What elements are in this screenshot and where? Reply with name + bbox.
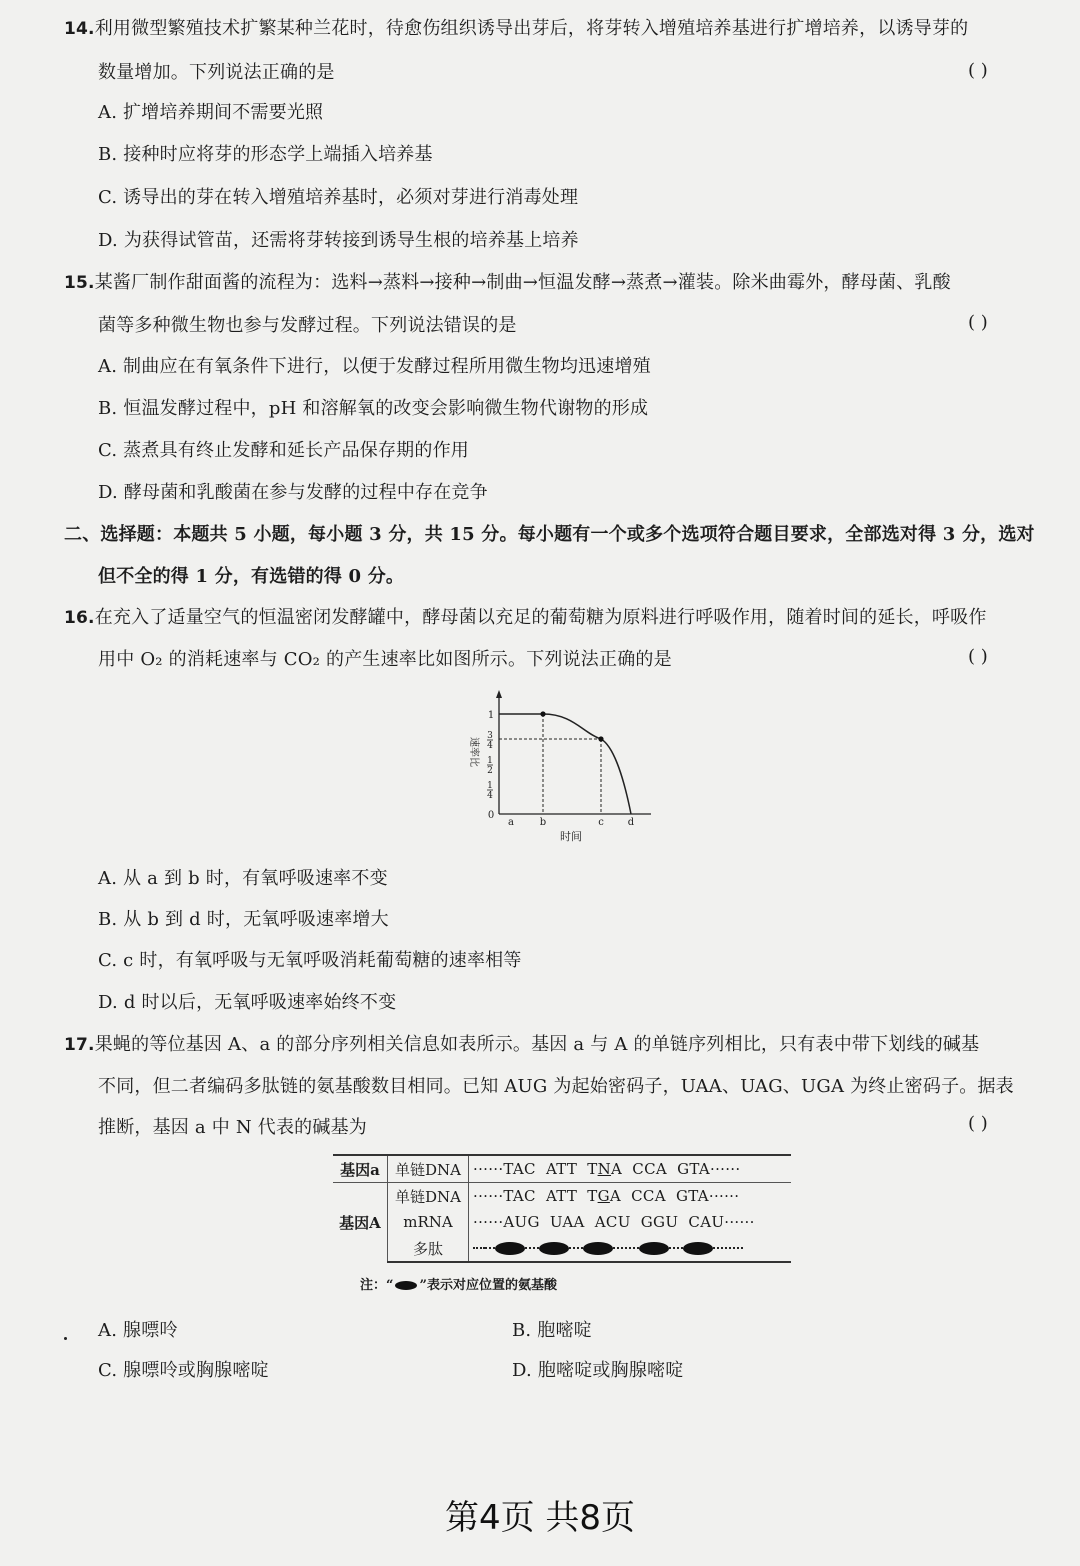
q17-stem-line1: 17.果蝇的等位基因 A、a 的部分序列相关信息如表所示。基因 a 与 A 的单链序列相比，只有表中带下划线的碱基 (64, 1034, 980, 1055)
q14-option-d[interactable]: D. 为获得试管苗，还需将芽转接到诱导生根的培养基上培养 (98, 230, 579, 251)
peptide-link (473, 1247, 485, 1249)
mrna-label: mRNA (388, 1209, 469, 1235)
peptide-link (569, 1247, 583, 1249)
y-axis-label: 速率比 (468, 737, 479, 767)
q16-answer-paren[interactable]: ( ) (968, 646, 988, 667)
y-tick-label: 2 (487, 766, 493, 776)
rate-ratio-chart-svg (468, 680, 665, 843)
table-row (333, 1235, 791, 1262)
gene-a-dna-sequence: ······TAC ATT TNA CCA GTA······ (469, 1155, 792, 1183)
amino-acid-bead-icon (395, 1281, 417, 1290)
section2-heading-line1: 二、选择题：本题共 5 小题，每小题 3 分，共 15 分。每小题有一个或多个选项符合题目要求，全部选对得 3 分，选对 (64, 524, 1035, 545)
gene-a-label: 基因a (333, 1155, 388, 1183)
q14-number: 14. (64, 19, 95, 39)
q17-stem-line3: 推断，基因 a 中 N 代表的碱基为 (98, 1117, 367, 1138)
q16-stem-line1: 16.在充入了适量空气的恒温密闭发酵罐中，酵母菌以充足的葡萄糖为原料进行呼吸作用，随着时间的延长，呼吸作 (64, 607, 987, 628)
x-tick-label: c (598, 817, 604, 828)
peptide-link (669, 1247, 683, 1249)
q14-option-a[interactable]: A. 扩增培养期间不需要光照 (98, 102, 324, 123)
table-row (333, 1209, 791, 1235)
gene-A-dna-sequence: ······TAC ATT TGA CCA GTA······ (469, 1183, 792, 1210)
peptide-label: 多肽 (388, 1235, 469, 1262)
q17-number: 17. (64, 1035, 95, 1055)
q15-answer-paren[interactable]: ( ) (968, 312, 988, 333)
q14-stem-line2: 数量增加。下列说法正确的是 (98, 62, 335, 83)
q14-option-b[interactable]: B. 接种时应将芽的形态学上端插入培养基 (98, 144, 433, 165)
amino-acid-bead (583, 1242, 613, 1255)
table-note: 注：“ ”表示对应位置的氨基酸 (360, 1278, 557, 1293)
q16-option-d[interactable]: D. d 时以后，无氧呼吸速率始终不变 (98, 992, 397, 1013)
q16-option-c[interactable]: C. c 时，有氧呼吸与无氧呼吸消耗葡萄糖的速率相等 (98, 950, 522, 971)
y-tick-label: 1 (487, 756, 493, 766)
amino-acid-bead (683, 1242, 713, 1255)
q16-option-a[interactable]: A. 从 a 到 b 时，有氧呼吸速率不变 (98, 868, 388, 889)
y-tick-label: 1 (487, 710, 495, 721)
q15-stem-line2: 菌等多种微生物也参与发酵过程。下列说法错误的是 (98, 315, 517, 336)
peptide-beads (473, 1242, 787, 1255)
amino-acid-bead (539, 1242, 569, 1255)
q16-number: 16. (64, 608, 95, 628)
q16-option-b[interactable]: B. 从 b 到 d 时，无氧呼吸速率增大 (98, 909, 389, 930)
q14-stem-line1: 14.利用微型繁殖技术扩繁某种兰花时，待愈伤组织诱导出芽后，将芽转入增殖培养基进行扩增培养，以诱导芽的 (64, 18, 969, 39)
dna-label: 单链DNA (388, 1183, 469, 1210)
table-row (333, 1155, 791, 1183)
ratio-curve (511, 714, 631, 814)
gene-A-mrna-sequence: ······AUG UAA ACU GGU CAU······ (473, 1213, 755, 1231)
y-tick-label: 4 (487, 791, 493, 801)
q15-option-a[interactable]: A. 制曲应在有氧条件下进行，以便于发酵过程所用微生物均迅速增殖 (98, 356, 651, 377)
page-footer: 第4页 共8页 (444, 1498, 636, 1538)
q14-answer-paren[interactable]: ( ) (968, 60, 988, 81)
x-axis-label: 时间 (560, 830, 582, 843)
section2-heading-line2: 但不全的得 1 分，有选错的得 0 分。 (98, 566, 405, 587)
q16-stem-line2: 用中 O₂ 的消耗速率与 CO₂ 的产生速率比如图所示。下列说法正确的是 (98, 649, 672, 670)
table-row (333, 1183, 791, 1210)
data-point (598, 736, 603, 741)
peptide-link (485, 1247, 495, 1249)
peptide-link (613, 1247, 639, 1249)
x-tick-label: a (508, 817, 514, 828)
peptide-link (713, 1247, 743, 1249)
amino-acid-bead (639, 1242, 669, 1255)
underlined-base: G (597, 1187, 610, 1205)
q17-option-a[interactable]: A. 腺嘌呤 (98, 1320, 178, 1341)
dna-label: 单链DNA (388, 1155, 469, 1183)
gene-sequence-table (333, 1154, 791, 1263)
q15-number: 15. (64, 273, 95, 293)
q15-option-b[interactable]: B. 恒温发酵过程中，pH 和溶解氧的改变会影响微生物代谢物的形成 (98, 398, 649, 419)
q17-option-c[interactable]: C. 腺嘌呤或胸腺嘧啶 (98, 1360, 269, 1381)
q15-option-c[interactable]: C. 蒸煮具有终止发酵和延长产品保存期的作用 (98, 440, 469, 461)
q17-option-b[interactable]: B. 胞嘧啶 (512, 1320, 592, 1341)
y-tick-label: 0 (487, 810, 495, 821)
stray-mark (64, 1337, 67, 1340)
underlined-base: N (597, 1160, 612, 1178)
q17-option-d[interactable]: D. 胞嘧啶或胸腺嘧啶 (512, 1360, 684, 1381)
y-tick-label: 3 (487, 731, 493, 741)
gene-A-label: 基因A (333, 1183, 388, 1263)
rate-ratio-chart (468, 680, 665, 843)
data-point (540, 711, 545, 716)
q17-stem-line2: 不同，但二者编码多肽链的氨基酸数目相同。已知 AUG 为起始密码子，UAA、UAG、UGA 为终止密码子。据表 (98, 1076, 1014, 1097)
y-tick-label: 1 (487, 781, 493, 791)
peptide-chain (469, 1235, 792, 1262)
x-tick-label: d (627, 817, 635, 828)
q15-stem-line1: 15.某酱厂制作甜面酱的流程为：选料→蒸料→接种→制曲→恒温发酵→蒸煮→灌装。除米曲霉外，酵母菌、乳酸 (64, 272, 951, 293)
y-axis-arrow (496, 690, 502, 698)
amino-acid-bead (495, 1242, 525, 1255)
q14-option-c[interactable]: C. 诱导出的芽在转入增殖培养基时，必须对芽进行消毒处理 (98, 187, 579, 208)
x-tick-label: b (539, 817, 547, 828)
y-tick-label: 4 (487, 741, 493, 751)
q15-option-d[interactable]: D. 酵母菌和乳酸菌在参与发酵的过程中存在竞争 (98, 482, 488, 503)
q17-answer-paren[interactable]: ( ) (968, 1113, 988, 1134)
peptide-link (525, 1247, 539, 1249)
